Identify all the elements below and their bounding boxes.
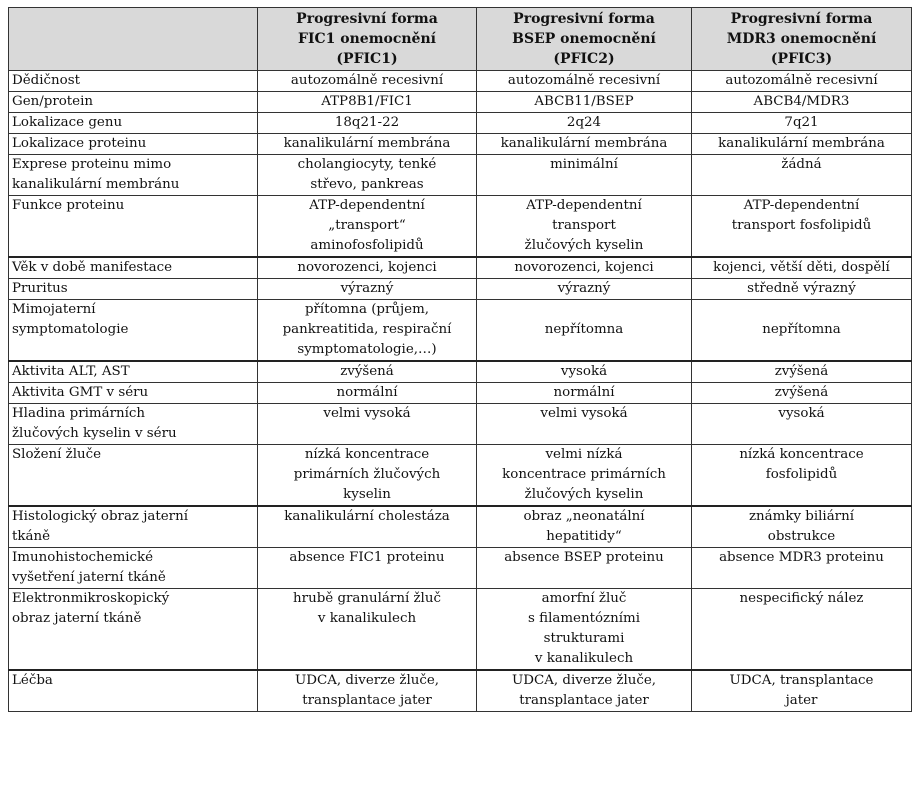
- table-row: [9, 506, 912, 548]
- cell-pfic1: kanalikulární membrána: [258, 134, 477, 155]
- header-pfic2: Progresivní forma BSEP onemocnění (PFIC2): [477, 8, 692, 71]
- row-label: Mimojaterní symptomatologie: [9, 300, 258, 362]
- row-label: Aktivita GMT v séru: [9, 383, 258, 404]
- table-row: [9, 445, 912, 507]
- row-label: Dědičnost: [9, 71, 258, 92]
- cell-pfic1: zvýšená: [258, 361, 477, 383]
- table-row: [9, 670, 912, 712]
- row-label: Funkce proteinu: [9, 196, 258, 258]
- table-row: [9, 71, 912, 92]
- cell-pfic2: ATP-dependentní transport žlučových kyselin: [477, 196, 692, 258]
- cell-pfic1: novorozenci, kojenci: [258, 257, 477, 279]
- table-row: [9, 548, 912, 589]
- cell-pfic3: autozomálně recesivní: [692, 71, 912, 92]
- cell-pfic2: novorozenci, kojenci: [477, 257, 692, 279]
- table-row: [9, 361, 912, 383]
- row-label: Exprese proteinu mimo kanalikulární membránu: [9, 155, 258, 196]
- cell-pfic1: ATP8B1/FIC1: [258, 92, 477, 113]
- cell-pfic2: normální: [477, 383, 692, 404]
- pfic-comparison-table: [8, 7, 912, 712]
- cell-pfic1: hrubě granulární žluč v kanalikulech: [258, 589, 477, 671]
- row-label: Gen/protein: [9, 92, 258, 113]
- cell-pfic1: ATP-dependentní „transport“ aminofosfolipidů: [258, 196, 477, 258]
- cell-pfic3: kojenci, větší děti, dospělí: [692, 257, 912, 279]
- header-row: [9, 8, 912, 71]
- cell-pfic2: amorfní žluč s filamentózními strukturami v kanalikulech: [477, 589, 692, 671]
- cell-pfic3: známky biliární obstrukce: [692, 506, 912, 548]
- cell-pfic2: vysoká: [477, 361, 692, 383]
- cell-pfic1: kanalikulární cholestáza: [258, 506, 477, 548]
- cell-pfic2: velmi nízká koncentrace primárních žlučových kyselin: [477, 445, 692, 507]
- row-label: Složení žluče: [9, 445, 258, 507]
- cell-pfic2: kanalikulární membrána: [477, 134, 692, 155]
- cell-pfic2: absence BSEP proteinu: [477, 548, 692, 589]
- cell-pfic3: zvýšená: [692, 383, 912, 404]
- cell-pfic3: UDCA, transplantace jater: [692, 670, 912, 712]
- cell-pfic3: nespecifický nález: [692, 589, 912, 671]
- table-row: [9, 196, 912, 258]
- pfic-comparison-table-wrapper: [8, 7, 912, 712]
- row-label: Pruritus: [9, 279, 258, 300]
- cell-pfic1: 18q21-22: [258, 113, 477, 134]
- cell-pfic2: UDCA, diverze žluče, transplantace jater: [477, 670, 692, 712]
- cell-pfic3: nepřítomna: [692, 300, 912, 362]
- cell-pfic1: UDCA, diverze žluče, transplantace jater: [258, 670, 477, 712]
- header-pfic1: Progresivní forma FIC1 onemocnění (PFIC1): [258, 8, 477, 71]
- cell-pfic1: nízká koncentrace primárních žlučových kyselin: [258, 445, 477, 507]
- cell-pfic2: 2q24: [477, 113, 692, 134]
- table-row: [9, 404, 912, 445]
- cell-pfic2: ABCB11/BSEP: [477, 92, 692, 113]
- row-label: Léčba: [9, 670, 258, 712]
- cell-pfic3: ABCB4/MDR3: [692, 92, 912, 113]
- row-label: Věk v době manifestace: [9, 257, 258, 279]
- row-label: Elektronmikroskopický obraz jaterní tkáně: [9, 589, 258, 671]
- cell-pfic2: nepřítomna: [477, 300, 692, 362]
- cell-pfic1: autozomálně recesivní: [258, 71, 477, 92]
- row-label: Lokalizace proteinu: [9, 134, 258, 155]
- cell-pfic1: velmi vysoká: [258, 404, 477, 445]
- table-row: [9, 589, 912, 671]
- row-label: Aktivita ALT, AST: [9, 361, 258, 383]
- cell-pfic1: absence FIC1 proteinu: [258, 548, 477, 589]
- cell-pfic1: výrazný: [258, 279, 477, 300]
- table-row: [9, 113, 912, 134]
- cell-pfic1: normální: [258, 383, 477, 404]
- table-row: [9, 257, 912, 279]
- cell-pfic3: ATP-dependentní transport fosfolipidů: [692, 196, 912, 258]
- cell-pfic1: cholangiocyty, tenké střevo, pankreas: [258, 155, 477, 196]
- cell-pfic3: středně výrazný: [692, 279, 912, 300]
- row-label: Imunohistochemické vyšetření jaterní tkáně: [9, 548, 258, 589]
- table-row: [9, 300, 912, 362]
- header-blank-cell: [9, 8, 258, 71]
- cell-pfic3: zvýšená: [692, 361, 912, 383]
- cell-pfic2: minimální: [477, 155, 692, 196]
- table-row: [9, 279, 912, 300]
- cell-pfic3: žádná: [692, 155, 912, 196]
- header-pfic3: Progresivní forma MDR3 onemocnění (PFIC3): [692, 8, 912, 71]
- table-row: [9, 383, 912, 404]
- cell-pfic2: výrazný: [477, 279, 692, 300]
- row-label: Histologický obraz jaterní tkáně: [9, 506, 258, 548]
- cell-pfic2: velmi vysoká: [477, 404, 692, 445]
- row-label: Lokalizace genu: [9, 113, 258, 134]
- cell-pfic3: absence MDR3 proteinu: [692, 548, 912, 589]
- row-label: Hladina primárních žlučových kyselin v séru: [9, 404, 258, 445]
- cell-pfic3: nízká koncentrace fosfolipidů: [692, 445, 912, 507]
- table-row: [9, 134, 912, 155]
- cell-pfic3: kanalikulární membrána: [692, 134, 912, 155]
- cell-pfic2: autozomálně recesivní: [477, 71, 692, 92]
- table-row: [9, 92, 912, 113]
- cell-pfic3: vysoká: [692, 404, 912, 445]
- cell-pfic1: přítomna (průjem, pankreatitida, respirační symptomatologie,…): [258, 300, 477, 362]
- cell-pfic3: 7q21: [692, 113, 912, 134]
- cell-pfic2: obraz „neonatální hepatitidy“: [477, 506, 692, 548]
- table-row: [9, 155, 912, 196]
